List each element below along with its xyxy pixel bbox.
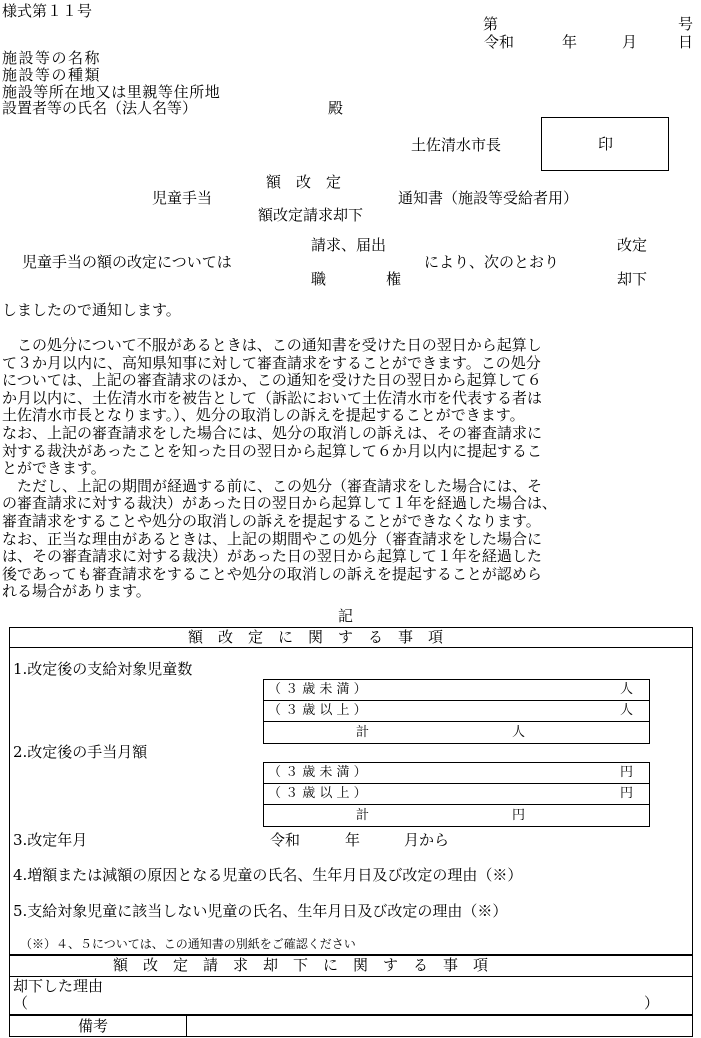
section-kaitei-header: 額 改 定 に 関 す る 事 項 xyxy=(188,628,444,646)
reason-paren-close: ） xyxy=(644,994,660,1012)
divider xyxy=(9,976,693,977)
date-month: 月 xyxy=(622,33,638,51)
facility-name-label: 施設等の名称 xyxy=(2,49,102,67)
notice-line: て３か月以内に、高知県知事に対して審査請求をすることができます。この処分 xyxy=(2,353,541,372)
item2-over3-unit: 円 xyxy=(620,786,634,801)
divider xyxy=(186,1015,187,1037)
intro-middle: により、次のとおり xyxy=(424,253,560,271)
notice-line: 審査請求をすることや処分の取消しの訴えを提起することができなくなります。 xyxy=(2,511,541,530)
intro-option-kyakka: 却下 xyxy=(617,270,648,288)
address-label: 施設等所在地又は里親等住所地 xyxy=(2,83,221,101)
item2-total-unit: 円 xyxy=(512,808,526,823)
date-day: 日 xyxy=(678,33,694,51)
divider xyxy=(9,647,693,648)
item3-era: 令和 xyxy=(270,831,301,849)
item3-label: 3.改定年月 xyxy=(13,831,88,849)
divider xyxy=(263,804,650,805)
item1-under3-label: （ ３ 歳 未 満 ） xyxy=(268,682,367,697)
notice-line: の審査請求に対する裁決）があった日の翌日から起算して１年を経過した場合は、 xyxy=(2,494,557,513)
item1-total-unit: 人 xyxy=(512,725,526,740)
remarks-row xyxy=(9,1015,693,1037)
notice-line: については、上記の審査請求のほか、この通知を受けた日の翌日から起算して６ xyxy=(2,371,542,390)
item2-total-label: 計 xyxy=(356,808,370,823)
notice-line: 土佐清水市長となります。）、処分の取消しの訴えを提起することができます。 xyxy=(2,406,525,425)
item2-over3-label: （ ３ 歳 以 上 ） xyxy=(268,786,367,801)
intro-option-shoku: 職 xyxy=(311,270,327,288)
notice-line: は、その審査請求に対する裁決）があった日の翌日から起算して１年を経過した xyxy=(2,547,542,566)
item2-under3-label: （ ３ 歳 未 満 ） xyxy=(268,765,367,780)
item5-label: 5.支給対象児童に該当しない児童の氏名、生年月日及び改定の理由（※） xyxy=(13,902,508,920)
notice-line: か月以内に、土佐清水市を被告として（訴訟において土佐清水市を代表する者は xyxy=(2,388,543,407)
notice-line: とができます。 xyxy=(2,459,106,478)
remarks-label: 備考 xyxy=(78,1017,109,1035)
intro-option-kaitei: 改定 xyxy=(617,236,648,254)
notice-line: この処分について不服があるときは、この通知書を受けた日の翌日から起算し xyxy=(2,336,542,354)
divider xyxy=(263,783,650,784)
intro-option-ken: 権 xyxy=(386,270,402,288)
item3-month: 月から xyxy=(404,831,450,849)
item1-under3-unit: 人 xyxy=(620,682,634,697)
notice-line: なお、上記の審査請求をした場合には、処分の取消しの訴えは、その審査請求に xyxy=(2,423,543,442)
date-era: 令和 xyxy=(484,33,515,51)
notice-line: 対する裁決があったことを知った日の翌日から起算して６か月以内に提起するこ xyxy=(2,441,542,460)
notice-line: ただし、上記の期間が経過する前に、この処分（審査請求をした場合には、そ xyxy=(2,476,543,495)
divider xyxy=(263,721,650,722)
title-suffix: 通知書（施設等受給者用） xyxy=(398,189,579,207)
item1-over3-label: （ ３ 歳 以 上 ） xyxy=(268,703,367,718)
ki-mark: 記 xyxy=(338,607,354,625)
item1-total-label: 計 xyxy=(356,725,370,740)
reason-label: 却下した理由 xyxy=(13,977,104,995)
section-kyakka-header: 額 改 定 請 求 却 下 に 関 す る 事 項 xyxy=(113,956,489,974)
title-prefix: 児童手当 xyxy=(152,189,213,207)
notice-line: 後であっても審査請求をすることや処分の取消しの訴えを提起することが認めら xyxy=(2,564,542,583)
date-year: 年 xyxy=(562,33,578,51)
issuer-title: 土佐清水市長 xyxy=(411,136,502,154)
doc-no-dai: 第 xyxy=(483,15,499,33)
title-option-kyakka: 額改定請求却下 xyxy=(258,206,364,224)
item1-over3-unit: 人 xyxy=(620,703,634,718)
intro-option-request: 請求、届出 xyxy=(311,236,387,254)
notice-line: なお、正当な理由があるときは、上記の期間やこの処分（審査請求をした場合に xyxy=(2,529,543,548)
doc-no-go: 号 xyxy=(678,15,694,33)
founder-label: 設置者等の氏名（法人名等） xyxy=(2,99,198,117)
item3-year: 年 xyxy=(345,831,361,849)
honorific: 殿 xyxy=(328,99,344,117)
seal-mark: 印 xyxy=(598,135,614,153)
appeal-notice xyxy=(2,337,692,601)
facility-type-label: 施設等の種類 xyxy=(2,66,102,84)
note-text: （※）４、５については、この通知書の別紙をご確認ください xyxy=(20,937,356,951)
notice-line: れる場合があります。 xyxy=(2,582,151,601)
item1-label: 1.改定後の支給対象児童数 xyxy=(13,660,193,678)
item4-label: 4.増額または減額の原因となる児童の氏名、生年月日及び改定の理由（※） xyxy=(13,866,523,884)
intro-tail: しましたので通知します。 xyxy=(2,301,181,319)
title-option-kaitei: 額 改 定 xyxy=(266,173,342,191)
reason-paren-open: （ xyxy=(13,994,29,1012)
form-number: 様式第１１号 xyxy=(2,2,93,20)
divider xyxy=(263,700,650,701)
intro-prefix: 児童手当の額の改定については xyxy=(22,253,232,271)
item2-under3-unit: 円 xyxy=(620,765,634,780)
item2-label: 2.改定後の手当月額 xyxy=(13,743,148,761)
